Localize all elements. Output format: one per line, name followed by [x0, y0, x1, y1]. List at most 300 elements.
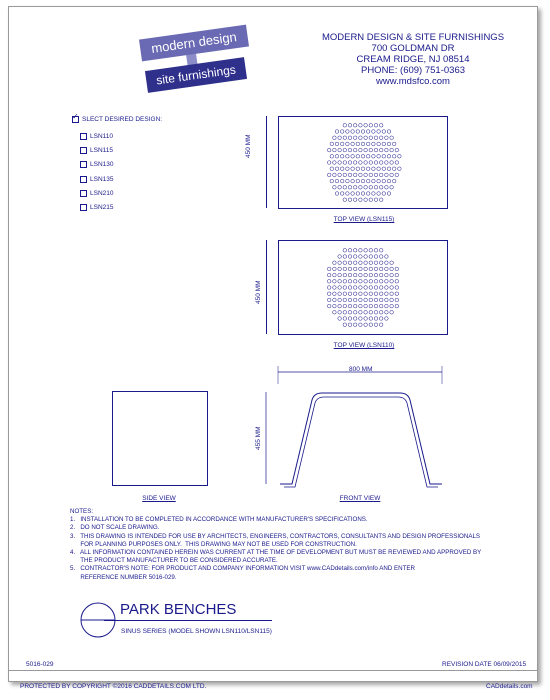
perforation-hole [359, 173, 363, 177]
perforation-hole [385, 273, 389, 277]
perforation-hole [359, 298, 363, 302]
perforation-hole [359, 148, 363, 152]
perforation-hole [379, 292, 383, 296]
perforation-hole [348, 148, 352, 152]
perforation-hole [351, 142, 355, 146]
perforation-hole [333, 267, 337, 271]
perforation-hole [351, 155, 355, 159]
perforation-hole [390, 311, 394, 315]
perforation-hole [351, 130, 355, 134]
perforation-hole [369, 304, 373, 308]
caddetails-link[interactable]: CADdetails.com [486, 683, 533, 690]
perforation-hole [359, 124, 363, 128]
design-option-label: LSN115 [90, 147, 114, 155]
perforation-hole [356, 130, 360, 134]
perforation-hole [338, 298, 342, 302]
perforation-hole [353, 311, 357, 315]
perforation-hole [333, 173, 337, 177]
perforation-pattern-2 [279, 241, 447, 334]
perforation-hole [379, 124, 383, 128]
perforation-hole [364, 261, 368, 265]
perforation-hole [369, 255, 373, 259]
perforation-hole [333, 311, 337, 315]
perforation-hole [369, 311, 373, 315]
perforation-hole [343, 286, 347, 290]
perforation-hole [348, 304, 352, 308]
perforation-hole [338, 148, 342, 152]
design-option-checkbox[interactable] [80, 161, 87, 168]
design-option-label: LSN215 [90, 204, 114, 212]
perforation-hole [374, 286, 378, 290]
perforation-hole [340, 179, 344, 183]
perforation-hole [395, 298, 399, 302]
company-info [318, 32, 508, 87]
perforation-hole [333, 273, 337, 277]
perforation-hole [353, 255, 357, 259]
design-option[interactable] [80, 176, 114, 183]
perforation-hole [395, 286, 399, 290]
perforation-hole [343, 267, 347, 271]
perforation-hole [343, 148, 347, 152]
perforation-hole [359, 186, 363, 190]
perforation-hole [343, 124, 347, 128]
perforation-hole [338, 311, 342, 315]
perforation-hole [361, 167, 365, 171]
perforation-hole [374, 198, 378, 202]
perforation-hole [335, 130, 339, 134]
note-line: FOR PLANNING PURPOSES ONLY. THIS DRAWING MAY NOT BE USED FOR CONSTRUCTION. [70, 540, 357, 548]
perforation-hole [377, 130, 381, 134]
subtitle: SINUS SERIES (MODEL SHOWN LSN110/LSN115) [121, 628, 272, 635]
perforation-hole [348, 292, 352, 296]
perforation-hole [343, 273, 347, 277]
perforation-hole [364, 311, 368, 315]
perforation-hole [359, 198, 363, 202]
perforation-hole [366, 167, 370, 171]
design-option[interactable] [80, 190, 114, 197]
note-line: 3. THIS DRAWING IS INTENDED FOR USE BY ARCHITECTS, ENGINEERS, CONTRACTORS, CONSULTANTS AND DESIGN PROFESSIONALS [70, 532, 481, 540]
perforation-hole [377, 155, 381, 159]
perforation-hole [353, 161, 357, 165]
perforation-hole [395, 292, 399, 296]
perforation-hole [374, 136, 378, 140]
title: PARK BENCHES [120, 601, 237, 618]
perforation-hole [338, 273, 342, 277]
perforation-hole [390, 273, 394, 277]
perforation-hole [353, 292, 357, 296]
perforation-hole [338, 317, 342, 321]
perforation-hole [369, 292, 373, 296]
perforation-hole [333, 161, 337, 165]
perforation-hole [379, 136, 383, 140]
perforation-hole [364, 323, 368, 327]
perforation-hole [348, 273, 352, 277]
perforation-hole [374, 161, 378, 165]
perforation-hole [374, 186, 378, 190]
perforation-hole [390, 298, 394, 302]
perforation-hole [392, 155, 396, 159]
perforation-hole [374, 249, 378, 253]
perforation-hole [343, 255, 347, 259]
dim-line-v2 [266, 240, 267, 334]
perforation-hole [392, 179, 396, 183]
perforation-hole [382, 142, 386, 146]
copyright: PROTECTED BY COPYRIGHT ©2016 CADDETAILS.COM LTD. [20, 683, 207, 690]
perforation-hole [343, 323, 347, 327]
perforation-hole [359, 304, 363, 308]
perforation-hole [395, 148, 399, 152]
perforation-hole [327, 280, 331, 284]
perforation-hole [348, 161, 352, 165]
perforation-hole [369, 298, 373, 302]
perforation-hole [372, 142, 376, 146]
perforation-hole [338, 267, 342, 271]
perforation-hole [364, 136, 368, 140]
perforation-hole [348, 311, 352, 315]
perforation-hole [356, 155, 360, 159]
perforation-hole [353, 198, 357, 202]
perforation-hole [346, 167, 350, 171]
perforation-hole [374, 304, 378, 308]
side-view [112, 391, 208, 486]
perforation-hole [395, 280, 399, 284]
perforation-hole [364, 249, 368, 253]
top-view-lsn110 [278, 240, 448, 335]
perforation-hole [338, 161, 342, 165]
perforation-hole [333, 148, 337, 152]
perforation-hole [353, 280, 357, 284]
perforation-hole [353, 186, 357, 190]
perforation-hole [364, 161, 368, 165]
perforation-hole [379, 273, 383, 277]
design-option-checkbox[interactable] [80, 176, 87, 183]
perforation-hole [379, 267, 383, 271]
perforation-hole [346, 179, 350, 183]
design-option[interactable] [80, 161, 114, 168]
perforation-hole [395, 273, 399, 277]
perforation-hole [390, 186, 394, 190]
perforation-hole [353, 173, 357, 177]
perforation-hole [369, 267, 373, 271]
revision-date: REVISION DATE 06/09/2015 [442, 661, 527, 668]
perforation-hole [374, 173, 378, 177]
perforation-hole [351, 192, 355, 196]
caption-side-view: SIDE VIEW [142, 495, 176, 502]
perforation-hole [390, 280, 394, 284]
note-line: 4. ALL INFORMATION CONTAINED HEREIN WAS CURRENT AT THE TIME OF DEVELOPMENT BUT MUST BE REVIEWED AND APPROVED BY [70, 549, 482, 557]
perforation-hole [338, 186, 342, 190]
perforation-hole [364, 173, 368, 177]
design-option[interactable] [80, 133, 113, 140]
perforation-hole [327, 298, 331, 302]
perforation-hole [372, 167, 376, 171]
perforation-hole [366, 179, 370, 183]
perforation-hole [379, 148, 383, 152]
note-line: THE PRODUCT MANUFACTURER TO BE CONSIDERED ACCURATE. [70, 557, 278, 565]
perforation-hole [364, 267, 368, 271]
perforation-hole [385, 173, 389, 177]
front-view-drawing [240, 360, 450, 490]
caption-top-view-lsn110: TOP VIEW (LSN110) [333, 342, 395, 349]
footer-divider [8, 670, 538, 671]
dim-label-top2: 450 MM [255, 280, 262, 304]
perforation-hole [330, 179, 334, 183]
perforation-hole [330, 142, 334, 146]
perforation-hole [366, 130, 370, 134]
perforation-hole [333, 286, 337, 290]
select-checkbox[interactable] [72, 112, 79, 123]
perforation-hole [348, 136, 352, 140]
perforation-hole [353, 124, 357, 128]
company-name: MODERN DESIGN & SITE FURNISHINGS [321, 32, 505, 43]
perforation-hole [338, 136, 342, 140]
company-address2: CREAM RIDGE, NJ 08514 [356, 54, 470, 65]
perforation-hole [366, 142, 370, 146]
perforation-hole [351, 179, 355, 183]
design-option[interactable] [80, 204, 114, 211]
perforation-hole [343, 136, 347, 140]
perforation-hole [340, 192, 344, 196]
perforation-hole [364, 255, 368, 259]
perforation-hole [348, 280, 352, 284]
perforation-hole [374, 261, 378, 265]
perforation-hole [346, 142, 350, 146]
perforation-hole [385, 148, 389, 152]
perforation-hole [374, 124, 378, 128]
perforation-hole [353, 323, 357, 327]
perforation-hole [366, 192, 370, 196]
perforation-hole [379, 311, 383, 315]
perforation-hole [338, 292, 342, 296]
perforation-hole [335, 155, 339, 159]
perforation-hole [369, 161, 373, 165]
perforation-hole [340, 155, 344, 159]
perforation-hole [343, 317, 347, 321]
dim-label-top1: 450 MM [245, 134, 252, 158]
perforation-hole [330, 167, 334, 171]
perforation-hole [359, 261, 363, 265]
design-option-checkbox[interactable] [80, 147, 87, 154]
design-option-label: LSN130 [90, 161, 114, 169]
perforation-hole [343, 298, 347, 302]
perforation-hole [379, 161, 383, 165]
perforation-hole [346, 130, 350, 134]
perforation-hole [364, 304, 368, 308]
perforation-hole [338, 255, 342, 259]
perforation-hole [364, 298, 368, 302]
perforation-hole [327, 267, 331, 271]
perforation-hole [390, 161, 394, 165]
perforation-hole [359, 311, 363, 315]
perforation-hole [374, 148, 378, 152]
perforation-hole [379, 317, 383, 321]
perforation-hole [385, 298, 389, 302]
note-line: 1. INSTALLATION TO BE COMPLETED IN ACCORDANCE WITH MANUFACTURER'S SPECIFICATIONS. [70, 516, 368, 524]
perforation-hole [333, 136, 337, 140]
note-line: 2. DO NOT SCALE DRAWING. [70, 524, 160, 532]
bench-profile-outer [280, 393, 442, 484]
perforation-hole [343, 261, 347, 265]
perforation-hole [377, 192, 381, 196]
perforation-hole [369, 249, 373, 253]
perforation-hole [353, 317, 357, 321]
perforation-hole [379, 198, 383, 202]
perforation-hole [366, 155, 370, 159]
perforation-hole [346, 155, 350, 159]
perforation-hole [369, 198, 373, 202]
perforation-hole [338, 304, 342, 308]
perforation-hole [377, 167, 381, 171]
perforation-hole [359, 317, 363, 321]
perforation-hole [377, 179, 381, 183]
perforation-hole [395, 304, 399, 308]
design-option-checkbox[interactable] [80, 204, 87, 211]
dim-label-height: 455 MM [255, 426, 262, 450]
perforation-hole [348, 261, 352, 265]
perforation-hole [385, 286, 389, 290]
perforation-hole [348, 317, 352, 321]
perforation-hole [353, 286, 357, 290]
perforation-hole [351, 167, 355, 171]
perforation-hole [382, 179, 386, 183]
perforation-hole [390, 292, 394, 296]
perforation-hole [395, 161, 399, 165]
perforation-pattern-1 [279, 117, 447, 208]
perforation-hole [372, 192, 376, 196]
perforation-hole [385, 136, 389, 140]
perforation-hole [369, 261, 373, 265]
perforation-hole [333, 186, 337, 190]
design-option[interactable] [80, 147, 113, 154]
perforation-hole [359, 255, 363, 259]
perforation-hole [348, 249, 352, 253]
company-address1: 700 GOLDMAN DR [371, 43, 455, 54]
perforation-hole [348, 267, 352, 271]
dim-line-v1 [266, 116, 267, 208]
perforation-hole [374, 267, 378, 271]
perforation-hole [369, 317, 373, 321]
perforation-hole [382, 130, 386, 134]
perforation-hole [390, 267, 394, 271]
perforation-hole [395, 173, 399, 177]
perforation-hole [356, 192, 360, 196]
perforation-hole [338, 261, 342, 265]
perforation-hole [387, 179, 391, 183]
perforation-hole [356, 179, 360, 183]
notes-lines [70, 516, 481, 582]
perforation-hole [359, 136, 363, 140]
perforation-hole [348, 186, 352, 190]
perforation-hole [353, 298, 357, 302]
perforation-hole [369, 148, 373, 152]
perforation-hole [343, 173, 347, 177]
perforation-hole [379, 261, 383, 265]
perforation-hole [364, 186, 368, 190]
perforation-hole [356, 167, 360, 171]
perforation-hole [343, 161, 347, 165]
perforation-hole [372, 179, 376, 183]
perforation-hole [359, 323, 363, 327]
design-select-label: SLECT DESIRED DESIGN: [82, 116, 163, 124]
perforation-hole [361, 179, 365, 183]
perforation-hole [335, 142, 339, 146]
design-option-checkbox[interactable] [80, 190, 87, 197]
bench-profile-inner [284, 397, 438, 487]
perforation-hole [379, 249, 383, 253]
perforation-hole [374, 292, 378, 296]
check-mark-icon: ✓ [72, 112, 79, 121]
perforation-hole [359, 280, 363, 284]
perforation-hole [364, 124, 368, 128]
perforation-hole [340, 130, 344, 134]
perforation-hole [382, 192, 386, 196]
perforation-hole [327, 161, 331, 165]
perforation-hole [379, 304, 383, 308]
perforation-hole [395, 267, 399, 271]
perforation-hole [364, 317, 368, 321]
perforation-hole [364, 280, 368, 284]
perforation-hole [361, 142, 365, 146]
dim-label-width: 800 MM [349, 366, 373, 373]
design-option-label: LSN135 [90, 175, 114, 183]
perforation-hole [333, 298, 337, 302]
company-website[interactable]: www.mdsfco.com [376, 76, 450, 87]
perforation-hole [390, 286, 394, 290]
caption-top-view-lsn115: TOP VIEW (LSN115) [333, 216, 395, 223]
perforation-hole [374, 323, 378, 327]
perforation-hole [364, 198, 368, 202]
perforation-hole [379, 280, 383, 284]
perforation-hole [361, 192, 365, 196]
perforation-hole [353, 267, 357, 271]
perforation-hole [387, 142, 391, 146]
perforation-hole [390, 261, 394, 265]
perforation-hole [333, 304, 337, 308]
perforation-hole [379, 255, 383, 259]
perforation-hole [387, 130, 391, 134]
perforation-hole [385, 267, 389, 271]
perforation-hole [369, 186, 373, 190]
perforation-hole [348, 124, 352, 128]
perforation-hole [333, 261, 337, 265]
perforation-hole [374, 311, 378, 315]
perforation-hole [338, 173, 342, 177]
note-line: REFERENCE NUMBER 5016-029. [70, 573, 177, 581]
perforation-hole [369, 273, 373, 277]
perforation-hole [353, 249, 357, 253]
perforation-hole [398, 167, 402, 171]
notes-block [70, 508, 481, 582]
perforation-hole [353, 304, 357, 308]
design-option-label: LSN210 [90, 190, 114, 198]
perforation-hole [359, 286, 363, 290]
design-option-checkbox[interactable] [80, 133, 87, 140]
perforation-hole [369, 286, 373, 290]
perforation-hole [348, 173, 352, 177]
perforation-hole [372, 130, 376, 134]
perforation-hole [379, 286, 383, 290]
perforation-hole [340, 167, 344, 171]
perforation-hole [387, 167, 391, 171]
perforation-hole [327, 292, 331, 296]
perforation-hole [385, 311, 389, 315]
logo-line1: modern design [139, 25, 249, 62]
perforation-hole [374, 317, 378, 321]
perforation-hole [364, 273, 368, 277]
perforation-hole [385, 255, 389, 259]
perforation-hole [348, 255, 352, 259]
perforation-hole [343, 198, 347, 202]
